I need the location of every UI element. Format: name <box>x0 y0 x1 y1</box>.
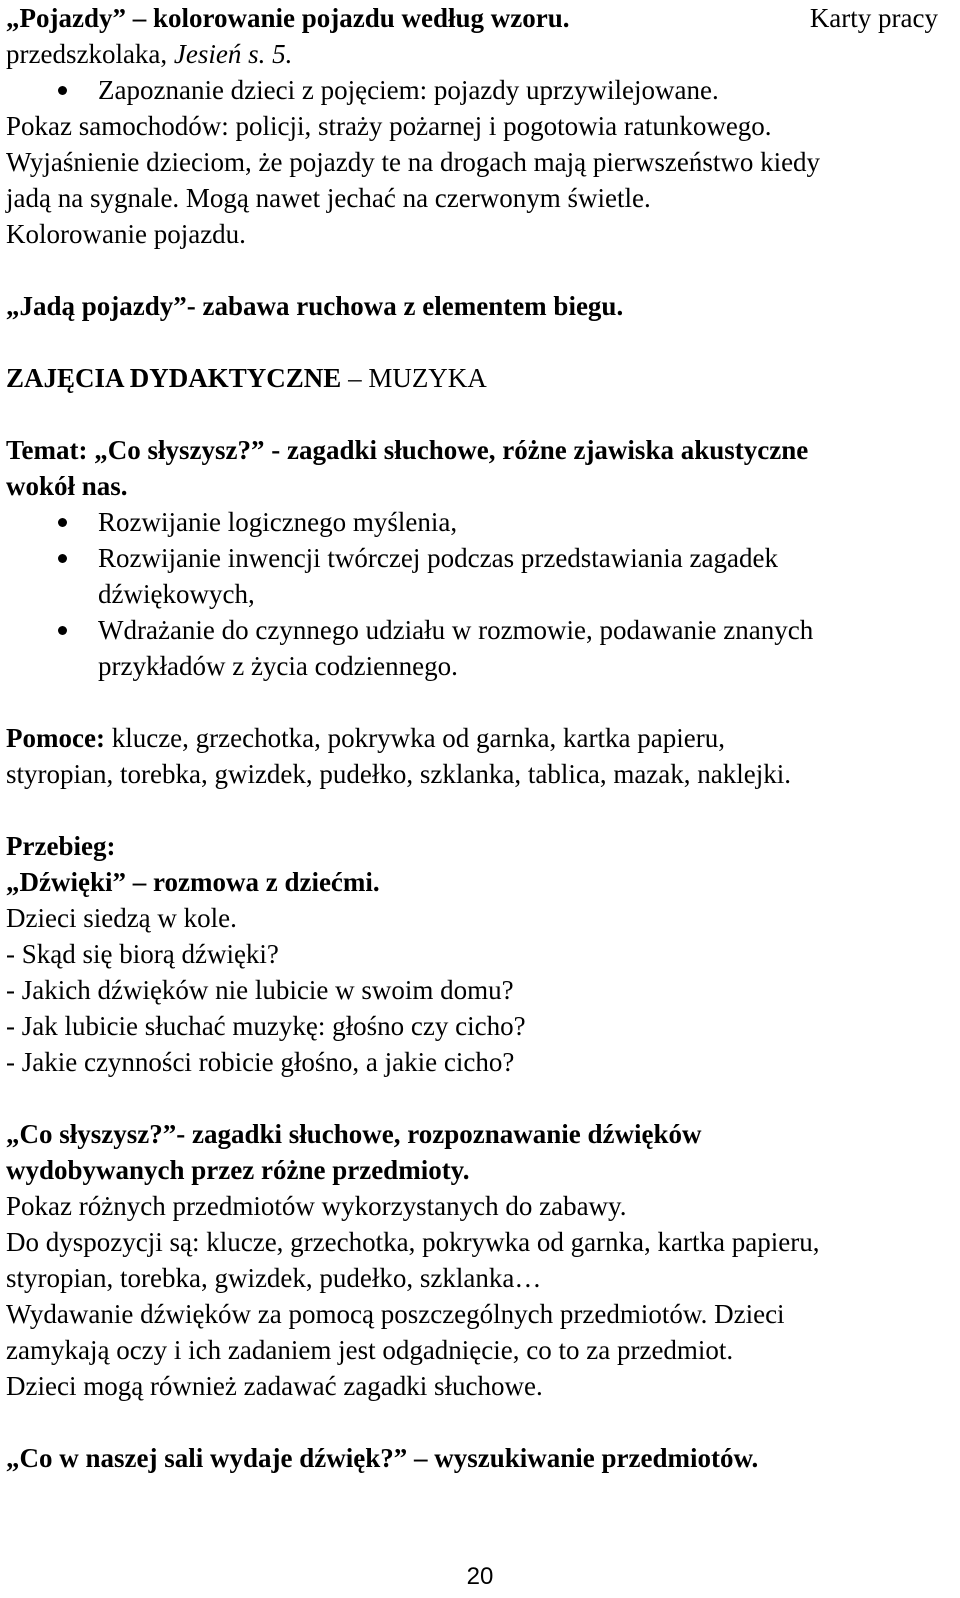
temat-line-1: Temat: „Co słyszysz?” - zagadki słuchowe, różne zjawiska akustyczne <box>6 435 809 465</box>
pojazdy-heading-book: Jesień s. 5. <box>173 39 293 69</box>
page-number: 20 <box>466 1563 494 1590</box>
pomoce-label: Pomoce: <box>6 723 105 753</box>
dzwieki-line: - Jak lubicie słuchać muzykę: głośno czy cicho? <box>6 1011 526 1041</box>
goal-text: przykładów z życia codziennego. <box>98 651 458 681</box>
co-slyszysz-line: Pokaz różnych przedmiotów wykorzystanych do zabawy. <box>6 1191 627 1221</box>
pojazdy-text-line: jadą na sygnale. Mogą nawet jechać na czerwonym świetle. <box>6 183 651 213</box>
pomoce-line-2: styropian, torebka, gwizdek, pudełko, szklanka, tablica, mazak, naklejki. <box>6 759 791 789</box>
goal-text: Rozwijanie inwencji twórczej podczas przedstawiania zagadek <box>98 543 778 573</box>
co-slyszysz-line: Dzieci mogą również zadawać zagadki słuchowe. <box>6 1371 543 1401</box>
przebieg-label: Przebieg: <box>6 831 116 861</box>
co-w-sali-heading: „Co w naszej sali wydaje dźwięk?” – wyszukiwanie przedmiotów. <box>6 1443 759 1473</box>
pojazdy-heading-source-cont: przedszkolaka, <box>6 39 174 69</box>
bullet-icon <box>6 72 98 108</box>
dzwieki-heading: „Dźwięki” – rozmowa z dziećmi. <box>6 867 380 897</box>
pojazdy-text-line: Wyjaśnienie dzieciom, że pojazdy te na drogach mają pierwszeństwo kiedy <box>6 147 821 177</box>
co-slyszysz-line: zamykają oczy i ich zadaniem jest odgadnięcie, co to za przedmiot. <box>6 1335 734 1365</box>
goal-text: Wdrażanie do czynnego udziału w rozmowie, podawanie znanych <box>98 615 814 645</box>
pomoce-line-1 <box>6 720 938 756</box>
page-content <box>6 0 938 1476</box>
dzwieki-line: - Jakich dźwięków nie lubicie w swoim domu? <box>6 975 514 1005</box>
pojazdy-heading-line-1 <box>6 0 938 36</box>
dzwieki-line: Dzieci siedzą w kole. <box>6 903 237 933</box>
pojazdy-bullet-text: Zapoznanie dzieci z pojęciem: pojazdy uprzywilejowane. <box>98 75 719 105</box>
bullet-icon <box>6 504 98 540</box>
dzwieki-line: - Skąd się biorą dźwięki? <box>6 939 279 969</box>
pojazdy-text-line: Kolorowanie pojazdu. <box>6 219 246 249</box>
list-item <box>6 72 938 108</box>
zajecia-heading <box>6 360 938 396</box>
bullet-icon <box>6 612 98 684</box>
co-slyszysz-line: Do dyspozycji są: klucze, grzechotka, pokrywka od garnka, kartka papieru, <box>6 1227 820 1257</box>
list-item <box>6 504 938 540</box>
jada-pojazdy-heading: „Jadą pojazdy”- zabawa ruchowa z elementem biegu. <box>6 291 624 321</box>
co-slyszysz-heading-1: „Co słyszysz?”- zagadki słuchowe, rozpoznawanie dźwięków <box>6 1119 702 1149</box>
co-slyszysz-line: styropian, torebka, gwizdek, pudełko, szklanka… <box>6 1263 542 1293</box>
zajecia-bold: ZAJĘCIA DYDAKTYCZNE <box>6 363 342 393</box>
pojazdy-text-line: Pokaz samochodów: policji, straży pożarnej i pogotowia ratunkowego. <box>6 111 772 141</box>
pojazdy-heading-bold: „Pojazdy” – kolorowanie pojazdu według wzoru. <box>6 3 570 33</box>
list-item <box>6 540 938 612</box>
goal-text: dźwiękowych, <box>98 579 255 609</box>
co-slyszysz-line: Wydawanie dźwięków za pomocą poszczególnych przedmiotów. Dzieci <box>6 1299 785 1329</box>
pojazdy-heading-line-2 <box>6 36 938 72</box>
pojazdy-heading-source: Karty pracy <box>809 3 938 33</box>
temat-line-2: wokół nas. <box>6 471 128 501</box>
dzwieki-line: - Jakie czynności robicie głośno, a jakie cicho? <box>6 1047 515 1077</box>
bullet-icon <box>6 540 98 612</box>
goal-text: Rozwijanie logicznego myślenia, <box>98 507 458 537</box>
co-slyszysz-heading-2: wydobywanych przez różne przedmioty. <box>6 1155 470 1185</box>
pomoce-list: klucze, grzechotka, pokrywka od garnka, kartka papieru, <box>104 723 725 753</box>
list-item <box>6 612 938 684</box>
zajecia-subject: – MUZYKA <box>341 363 487 393</box>
